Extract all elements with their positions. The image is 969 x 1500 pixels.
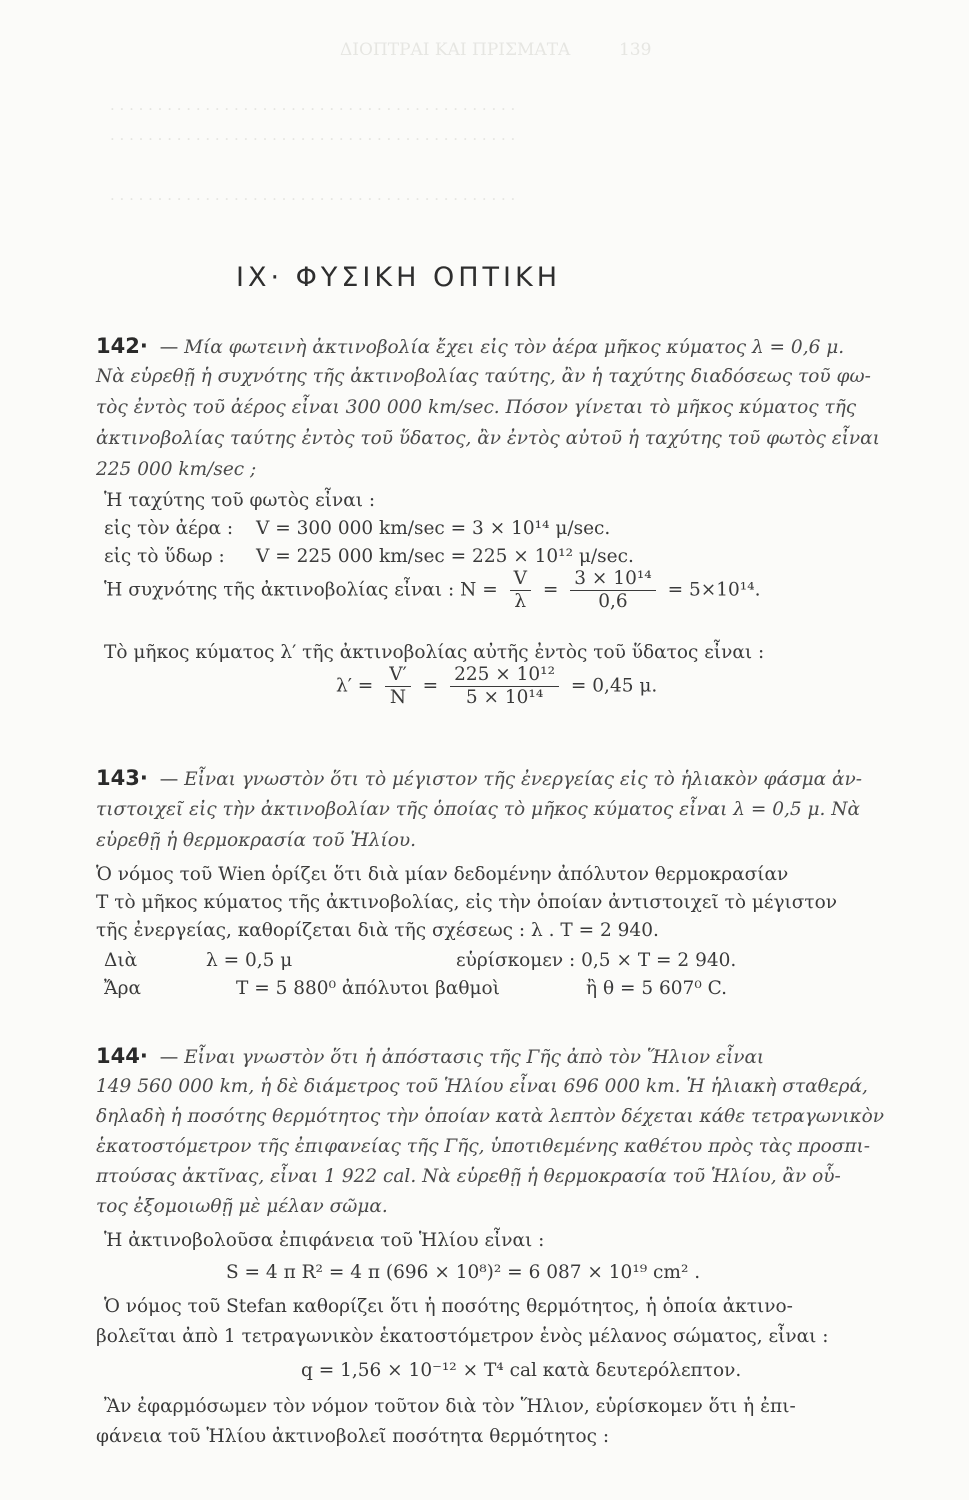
bleed-through-text: · · · · · · · · · · · · · · · · · · · · · · · · · · · · · · · · · · · · · · · · · · ·: [110, 190, 516, 208]
bleed-through-text: ΔΙΟΠΤΡΑΙ ΚΑΙ ΠΡΙΣΜΑΤΑ 139: [340, 40, 652, 60]
dia-result: εὑρίσκομεν : 0,5 × T = 2 940.: [456, 950, 737, 971]
problem-143-line-2: τιστοιχεῖ εἰς τὴν ἀκτινοβολίαν τῆς ὁποίας τὸ μῆκος κύματος εἶναι λ = 0,5 μ. Νὰ: [96, 799, 860, 820]
surface-intro: Ἡ ἀκτινοβολοῦσα ἐπιφάνεια τοῦ Ἡλίου εἶναι :: [104, 1230, 545, 1251]
fraction: $\frac{V}{\lambda}$: [510, 568, 531, 613]
problem-143-line-3: εὑρεθῇ ἡ θερμοκρασία τοῦ Ἡλίου.: [96, 830, 417, 851]
problem-144-line-5: πτούσας ἀκτῖνας, εἶναι 1 922 cal. Νὰ εὑρεθῇ ἡ θερμοκρασία τοῦ Ἡλίου, ἂν οὗ-: [96, 1166, 841, 1187]
problem-142-line-1: 142· — Μία φωτεινὴ ἀκτινοβολία ἔχει εἰς τὸν ἀέρα μῆκος κύματος λ = 0,6 μ.: [96, 334, 845, 358]
chapter-title: IX· ΦΥΣΙΚΗ ΟΠΤΙΚΗ: [236, 262, 562, 293]
surface-equation: S = 4 π R² = 4 π (696 × 10⁸)² = 6 087 × 10¹⁹ cm² .: [226, 1262, 701, 1283]
problem-144-line-1: 144· — Εἶναι γνωστὸν ὅτι ἡ ἀπόστασις τῆς Γῆς ἀπὸ τὸν Ἥλιον εἶναι: [96, 1044, 765, 1068]
ara-alternative: ἢ θ = 5 607⁰ C.: [586, 978, 727, 999]
problem-number: 144·: [96, 1044, 148, 1068]
problem-number: 143·: [96, 766, 148, 790]
problem-143-line-1: 143· — Εἶναι γνωστὸν ὅτι τὸ μέγιστον τῆς ἐνεργείας εἰς τὸ ἡλιακὸν φάσμα ἀν-: [96, 766, 863, 790]
fraction: $\frac{\text{225 × 10¹²}}{\text{5 × 10¹⁴}}$: [450, 664, 559, 709]
dia-label: Διὰ: [104, 950, 138, 971]
problem-142-line-3: τὸς ἐντὸς τοῦ ἀέρος εἶναι 300 000 km/sec. Πόσον γίνεται τὸ μῆκος κύματος τῆς: [96, 397, 857, 418]
ara-label: Ἄρα: [104, 978, 141, 999]
speed-intro: Ἡ ταχύτης τοῦ φωτὸς εἶναι :: [104, 490, 376, 511]
fraction: $\frac{\text{3 × 10¹⁴}}{0,6}$: [570, 568, 655, 613]
wien-line-1: Ὁ νόμος τοῦ Wien ὁρίζει ὅτι διὰ μίαν δεδομένην ἀπόλυτον θερμοκρασίαν: [96, 864, 789, 885]
air-label: εἰς τὸν ἀέρα :: [104, 518, 234, 539]
problem-144-line-3: δηλαδὴ ἡ ποσότης θερμότητος τὴν ὁποίαν κατὰ λεπτὸν δέχεται κάθε τετραγωνικὸν: [96, 1106, 885, 1127]
wien-line-2: T τὸ μῆκος κύματος τῆς ἀκτινοβολίας, εἰς τὴν ὁποίαν ἀντιστοιχεῖ τὸ μέγιστον: [96, 892, 838, 913]
problem-142-line-2: Νὰ εὑρεθῇ ἡ συχνότης τῆς ἀκτινοβολίας ταύτης, ἂν ἡ ταχύτης διαδόσεως τοῦ φω-: [96, 366, 871, 387]
stefan-equation: q = 1,56 × 10⁻¹² × T⁴ cal κατὰ δευτερόλεπτον.: [301, 1360, 742, 1381]
frequency-equation: Ἡ συχνότης τῆς ἀκτινοβολίας εἶναι : N = $\frac{V}{\lambda}$ = $\frac{\text{3 × 10¹⁴}}{0,6}$ = 5×10¹⁴.: [104, 568, 761, 612]
problem-142-line-5: 225 000 km/sec ;: [96, 459, 257, 480]
dia-equation: λ = 0,5 μ: [206, 950, 293, 971]
problem-144-line-2: 149 560 000 km, ἡ δὲ διάμετρος τοῦ Ἡλίου εἶναι 696 000 km. Ἡ ἡλιακὴ σταθερά,: [96, 1076, 868, 1097]
stefan-line-2: βολεῖται ἀπὸ 1 τετραγωνικὸν ἑκατοστόμετρον ἑνὸς μέλανος σώματος, εἶναι :: [96, 1326, 829, 1347]
problem-number: 142·: [96, 334, 148, 358]
bleed-through-text: · · · · · · · · · · · · · · · · · · · · · · · · · · · · · · · · · · · · · · · · · · ·: [110, 100, 516, 118]
problem-142-line-4: ἀκτινοβολίας ταύτης ἐντὸς τοῦ ὕδατος, ἂν ἐντὸς αὐτοῦ ἡ ταχύτης τοῦ φωτὸς εἶναι: [96, 428, 880, 449]
problem-144-line-4: ἑκατοστόμετρον τῆς ἐπιφανείας τῆς Γῆς, ὑποτιθεμένης καθέτου πρὸς τὰς προσπι-: [96, 1136, 871, 1157]
wien-line-3: τῆς ἐνεργείας, καθορίζεται διὰ τῆς σχέσεως : λ . T = 2 940.: [96, 920, 659, 941]
ara-equation: T = 5 880⁰ ἀπόλυτοι βαθμοὶ: [236, 978, 500, 999]
final-line-2: φάνεια τοῦ Ἡλίου ἀκτινοβολεῖ ποσότητα θερμότητος :: [96, 1426, 610, 1447]
water-label: εἰς τὸ ὕδωρ :: [104, 546, 225, 567]
problem-144-line-6: τος ἐξομοιωθῇ μὲ μέλαν σῶμα.: [96, 1196, 388, 1217]
fraction: $\frac{V'}{N}$: [385, 664, 411, 709]
air-equation: V = 300 000 km/sec = 3 × 10¹⁴ μ/sec.: [256, 518, 611, 539]
stefan-line-1: Ὁ νόμος τοῦ Stefan καθορίζει ὅτι ἡ ποσότης θερμότητος, ἡ ὁποία ἀκτινο-: [104, 1296, 793, 1317]
water-equation: V = 225 000 km/sec = 225 × 10¹² μ/sec.: [256, 546, 634, 567]
wavelength-intro: Τὸ μῆκος κύματος λ′ τῆς ἀκτινοβολίας αὐτῆς ἐντὸς τοῦ ὕδατος εἶναι :: [104, 642, 765, 663]
bleed-through-text: · · · · · · · · · · · · · · · · · · · · · · · · · · · · · · · · · · · · · · · · · · ·: [110, 130, 516, 148]
final-line-1: Ἂν ἐφαρμόσωμεν τὸν νόμον τοῦτον διὰ τὸν Ἥλιον, εὑρίσκομεν ὅτι ἡ ἐπι-: [104, 1396, 796, 1417]
wavelength-equation: λ′ = $\frac{V'}{N}$ = $\frac{\text{225 × 10¹²}}{\text{5 × 10¹⁴}}$ = 0,45 μ.: [336, 664, 658, 708]
